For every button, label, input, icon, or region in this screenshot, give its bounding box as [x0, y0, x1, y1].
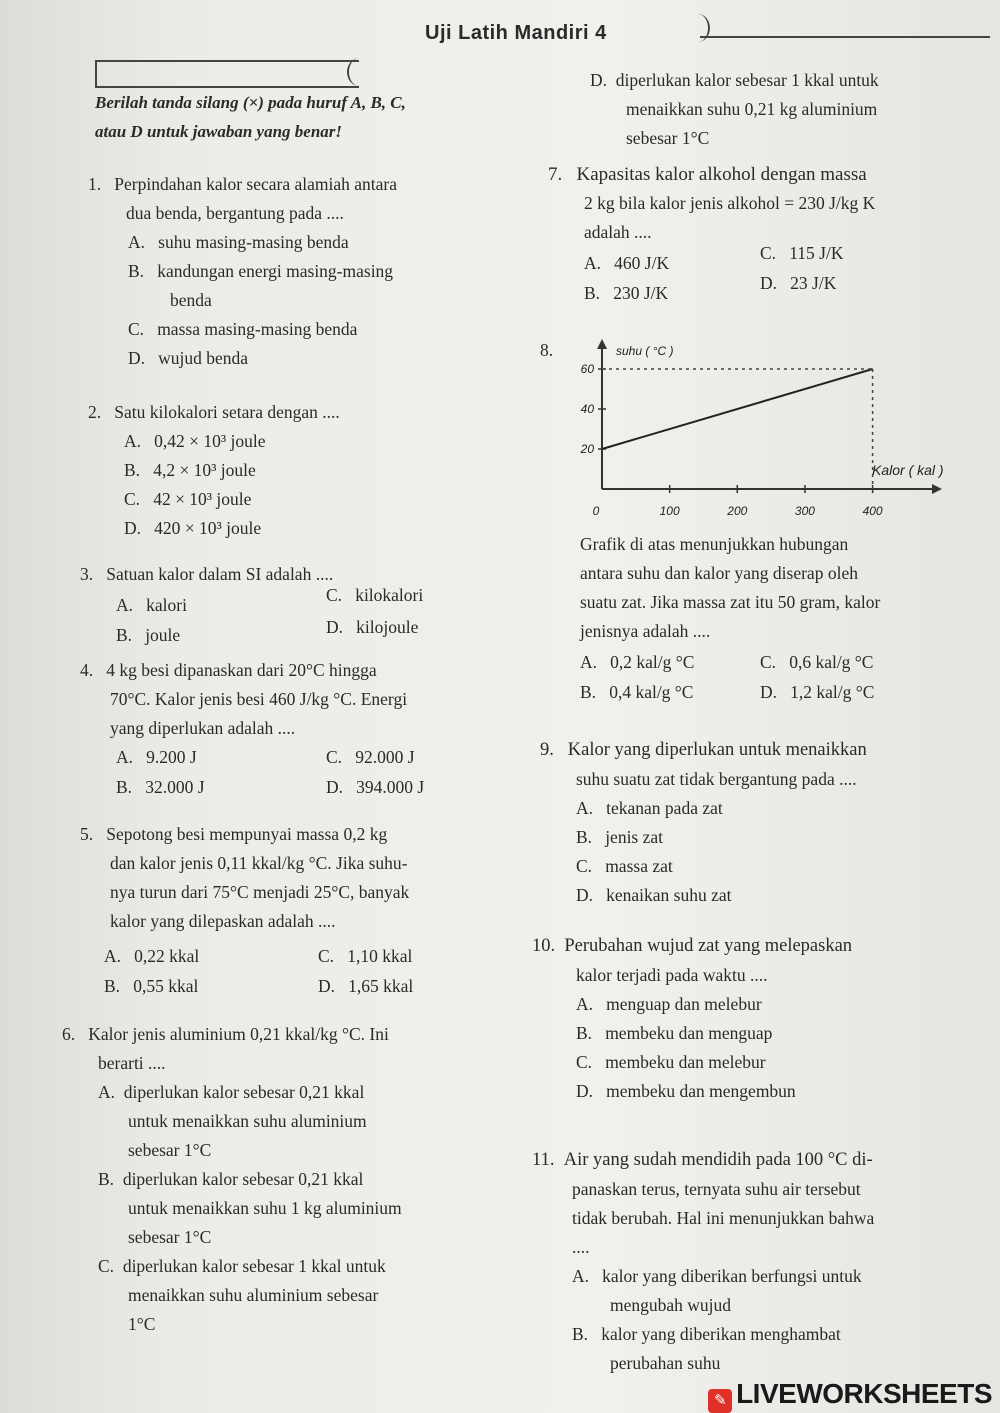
question-text: 2 kg bila kalor jenis alkohol = 230 J/kg K: [584, 193, 876, 213]
x-tick-label: 0: [592, 504, 600, 518]
option-b-cont: benda: [170, 290, 212, 310]
question-text: nya turun dari 75°C menjadi 25°C, banyak: [110, 882, 410, 902]
question-2: [88, 398, 340, 543]
option-c[interactable]: C. massa zat: [576, 856, 673, 876]
option-c[interactable]: C. 42 × 10³ joule: [124, 489, 252, 509]
x-tick-label: 200: [727, 504, 748, 518]
option-b-cont: perubahan suhu: [610, 1353, 721, 1373]
option-c[interactable]: C. 92.000 J: [326, 747, 415, 767]
option-b[interactable]: B. 0,4 kal/g °C: [580, 682, 694, 702]
question-text: 70°C. Kalor jenis besi 460 J/kg °C. Energi: [110, 689, 408, 709]
instruction: [95, 88, 406, 146]
question-text: adalah ....: [584, 222, 652, 242]
option-a[interactable]: A. kalori: [116, 595, 187, 615]
question-6: [62, 1020, 402, 1339]
option-b[interactable]: B. 230 J/K: [584, 283, 669, 303]
question-text: yang diperlukan adalah ....: [110, 718, 296, 738]
question-number: 2.: [88, 402, 102, 422]
option-c-cont: menaikkan suhu aluminium sebesar: [128, 1285, 379, 1305]
instruction-line: Berilah tanda silang (×) pada huruf A, B, C,: [95, 93, 406, 112]
question-6-option-d: [590, 66, 879, 153]
question-text: Kapasitas kalor alkohol dengan massa: [576, 164, 867, 185]
option-b[interactable]: B. kandungan energi masing-masing: [128, 261, 394, 281]
option-a[interactable]: A. tekanan pada zat: [576, 798, 723, 818]
question-text: berarti ....: [98, 1053, 166, 1073]
question-text: Grafik di atas menunjukkan hubungan: [580, 534, 849, 554]
question-4: [80, 656, 425, 803]
question-text: Perpindahan kalor secara alamiah antara: [114, 174, 398, 194]
option-d[interactable]: D. wujud benda: [128, 348, 249, 368]
question-text: Satu kilokalori setara dengan ....: [114, 402, 340, 422]
question-5: [80, 820, 414, 996]
y-tick-label: 40: [580, 402, 594, 416]
option-b[interactable]: B. diperlukan kalor sebesar 0,21 kkal: [98, 1169, 364, 1189]
option-d[interactable]: D. membeku dan mengembun: [576, 1081, 796, 1101]
question-text: jenisnya adalah ....: [580, 621, 711, 641]
temperature-heat-chart: [570, 335, 990, 525]
question-text: tidak berubah. Hal ini menunjukkan bahwa: [572, 1208, 875, 1228]
question-number: 3.: [80, 564, 94, 584]
liveworksheets-watermark: [708, 1378, 992, 1413]
chart-axes: [580, 339, 944, 518]
option-c[interactable]: C. diperlukan kalor sebesar 1 kkal untuk: [98, 1256, 386, 1276]
series-line: [602, 369, 873, 449]
y-axis-arrow: [597, 339, 607, 349]
option-b-cont: untuk menaikkan suhu 1 kg aluminium: [128, 1198, 402, 1218]
option-c[interactable]: C. 0,6 kal/g °C: [760, 652, 874, 672]
x-tick-label: 100: [659, 504, 680, 518]
option-c-cont: 1°C: [128, 1314, 156, 1334]
x-tick-label: 300: [794, 504, 815, 518]
question-text: Kalor yang diperlukan untuk menaikkan: [567, 740, 867, 760]
option-d[interactable]: D. 1,2 kal/g °C: [760, 682, 875, 702]
question-1: [88, 170, 397, 373]
question-3: [80, 560, 424, 653]
x-tick-label: 400: [862, 504, 883, 518]
question-text: 4 kg besi dipanaskan dari 20°C hingga: [106, 660, 377, 680]
question-text: Satuan kalor dalam SI adalah ....: [106, 564, 334, 584]
question-11: [532, 1146, 874, 1378]
option-a[interactable]: A. 0,22 kkal: [104, 946, 200, 966]
question-number: 1.: [88, 174, 102, 194]
option-a[interactable]: A. menguap dan melebur: [576, 994, 762, 1014]
option-c[interactable]: C. massa masing-masing benda: [128, 319, 358, 339]
question-9: [540, 736, 867, 910]
question-text: Perubahan wujud zat yang melepaskan: [564, 936, 853, 956]
option-a[interactable]: A. 460 J/K: [584, 253, 670, 273]
option-b[interactable]: B. 32.000 J: [116, 777, 205, 797]
question-text: ....: [572, 1237, 590, 1257]
option-b[interactable]: B. membeku dan menguap: [576, 1023, 773, 1043]
option-b-cont: sebesar 1°C: [128, 1227, 212, 1247]
option-c[interactable]: C. 115 J/K: [760, 243, 844, 263]
option-d[interactable]: D. 420 × 10³ joule: [124, 518, 262, 538]
option-b[interactable]: B. 0,55 kkal: [104, 976, 199, 996]
option-d[interactable]: D. kenaikan suhu zat: [576, 885, 732, 905]
option-d[interactable]: D. diperlukan kalor sebesar 1 kkal untuk: [590, 70, 879, 90]
question-text: panaskan terus, ternyata suhu air tersebut: [572, 1179, 861, 1199]
page-title: Uji Latih Mandiri 4: [425, 22, 607, 44]
x-axis-label: Kalor ( kal ): [872, 462, 944, 478]
option-a[interactable]: A. 9.200 J: [116, 747, 197, 767]
question-number: 4.: [80, 660, 94, 680]
y-axis-label: suhu ( °C ): [616, 344, 674, 358]
option-b[interactable]: B. joule: [116, 625, 181, 645]
option-a[interactable]: A. 0,2 kal/g °C: [580, 652, 695, 672]
option-c[interactable]: C. kilokalori: [326, 585, 424, 605]
option-b[interactable]: B. kalor yang diberikan menghambat: [572, 1324, 841, 1344]
option-a[interactable]: A. kalor yang diberikan berfungsi untuk: [572, 1266, 862, 1286]
question-text: Sepotong besi mempunyai massa 0,2 kg: [106, 824, 388, 844]
option-a-cont: sebesar 1°C: [128, 1140, 212, 1160]
instruction-line: atau D untuk jawaban yang benar!: [95, 122, 343, 141]
option-a[interactable]: A. suhu masing-masing benda: [128, 232, 349, 252]
y-tick-label: 20: [580, 442, 594, 456]
question-number: 7.: [548, 164, 563, 185]
question-8-number: 8.: [540, 340, 554, 360]
question-number: 5.: [80, 824, 94, 844]
option-a-cont: mengubah wujud: [610, 1295, 732, 1315]
option-a[interactable]: A. 0,42 × 10³ joule: [124, 431, 266, 451]
question-7: [548, 160, 875, 307]
option-a-cont: untuk menaikkan suhu aluminium: [128, 1111, 367, 1131]
y-tick-label: 60: [580, 362, 594, 376]
question-text: Kalor jenis aluminium 0,21 kkal/kg °C. Ini: [88, 1024, 389, 1044]
question-10: [532, 932, 852, 1106]
question-text: antara suhu dan kalor yang diserap oleh: [580, 563, 858, 583]
chart-marks: [602, 369, 873, 489]
x-axis-arrow: [932, 484, 942, 494]
question-text: suatu zat. Jika massa zat itu 50 gram, kalor: [580, 592, 881, 612]
watermark-text: LIVEWORKSHEETS: [736, 1378, 992, 1409]
option-d-cont: sebesar 1°C: [626, 128, 710, 148]
option-d[interactable]: D. 23 J/K: [760, 273, 837, 293]
question-text: kalor yang dilepaskan adalah ....: [110, 911, 336, 931]
option-d[interactable]: D. 1,65 kkal: [318, 976, 414, 996]
header-line: [700, 10, 990, 38]
question-number: 9.: [540, 740, 554, 760]
question-number: 6.: [62, 1024, 76, 1044]
question-text: dua benda, bergantung pada ....: [126, 203, 344, 223]
question-text: dan kalor jenis 0,11 kkal/kg °C. Jika suhu-: [110, 853, 408, 873]
option-c[interactable]: C. 1,10 kkal: [318, 946, 413, 966]
question-number: 10.: [532, 936, 556, 956]
liveworksheets-logo-icon: ✎: [708, 1389, 732, 1413]
question-text: kalor terjadi pada waktu ....: [576, 965, 768, 985]
question-8: [580, 530, 880, 706]
option-d-cont: menaikkan suhu 0,21 kg aluminium: [626, 99, 878, 119]
option-b[interactable]: B. 4,2 × 10³ joule: [124, 460, 256, 480]
question-text: suhu suatu zat tidak bergantung pada ....: [576, 769, 857, 789]
option-a[interactable]: A. diperlukan kalor sebesar 0,21 kkal: [98, 1082, 365, 1102]
question-number: 11.: [532, 1150, 555, 1170]
option-d[interactable]: D. kilojoule: [326, 617, 419, 637]
header-box: [95, 60, 359, 88]
option-d[interactable]: D. 394.000 J: [326, 777, 425, 797]
question-text: Air yang sudah mendidih pada 100 °C di-: [563, 1150, 873, 1170]
option-c[interactable]: C. membeku dan melebur: [576, 1052, 766, 1072]
option-b[interactable]: B. jenis zat: [576, 827, 664, 847]
